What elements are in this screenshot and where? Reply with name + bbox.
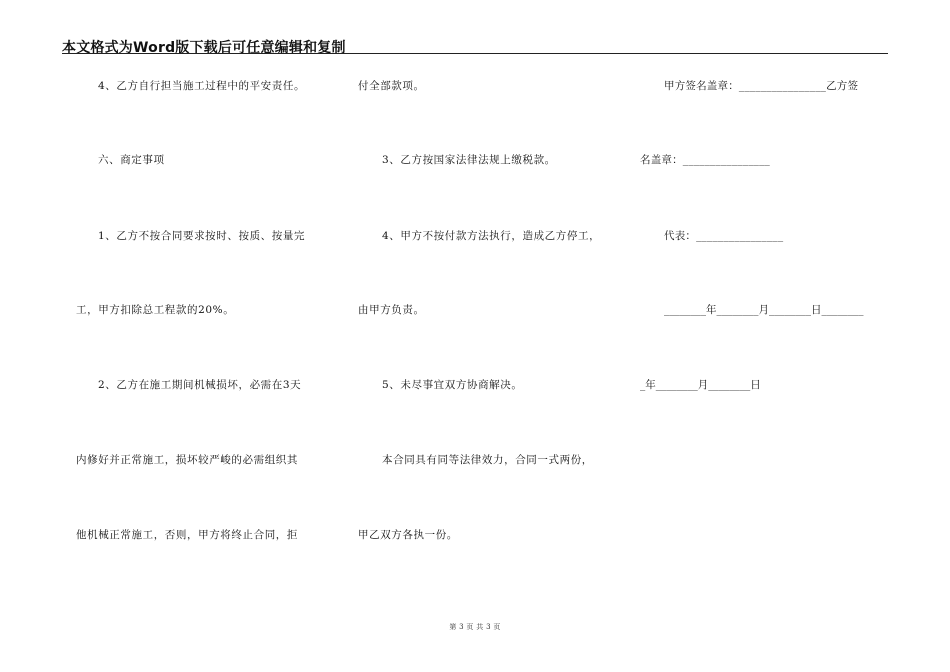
header-title: 本文格式为Word版下载后可任意编辑和复制 (62, 40, 346, 56)
page-footer: 第 3 页 共 3 页 (449, 623, 501, 631)
middle-line-3: 4、甲方不按付款方法执行，造成乙方停工， (382, 230, 601, 242)
right-line-1: 甲方签名盖章：________________乙方签 (664, 80, 859, 92)
left-line-6: 内修好并正常施工，损坏较严峻的必需组织其 (76, 454, 298, 466)
left-line-1: 4、乙方自行担当施工过程中的平安责任。 (98, 80, 306, 92)
left-line-7: 他机械正常施工，否则，甲方将终止合同，拒 (76, 529, 298, 541)
middle-line-1: 付全部款项。 (358, 80, 425, 92)
right-line-2: 名盖章：________________ (640, 154, 770, 166)
right-line-5: _年________月________日 (640, 379, 761, 391)
left-line-5: 2、乙方在施工期间机械损坏，必需在3天 (98, 379, 302, 391)
middle-line-6: 本合同具有同等法律效力，合同一式两份， (382, 454, 593, 466)
middle-line-5: 5、未尽事宜双方协商解决。 (382, 379, 523, 391)
left-line-2: 六、商定事项 (98, 154, 165, 166)
left-line-4: 工，甲方扣除总工程款的20%。 (76, 304, 235, 316)
header-divider (62, 53, 888, 54)
middle-line-7: 甲乙双方各执一份。 (358, 529, 458, 541)
middle-line-2: 3、乙方按国家法律法规上缴税款。 (382, 154, 556, 166)
left-line-3: 1、乙方不按合同要求按时、按质、按量完 (98, 230, 306, 242)
middle-line-4: 由甲方负责。 (358, 304, 425, 316)
right-line-4: ________年________月________日________ (664, 304, 864, 316)
right-line-3: 代表：________________ (664, 230, 784, 242)
